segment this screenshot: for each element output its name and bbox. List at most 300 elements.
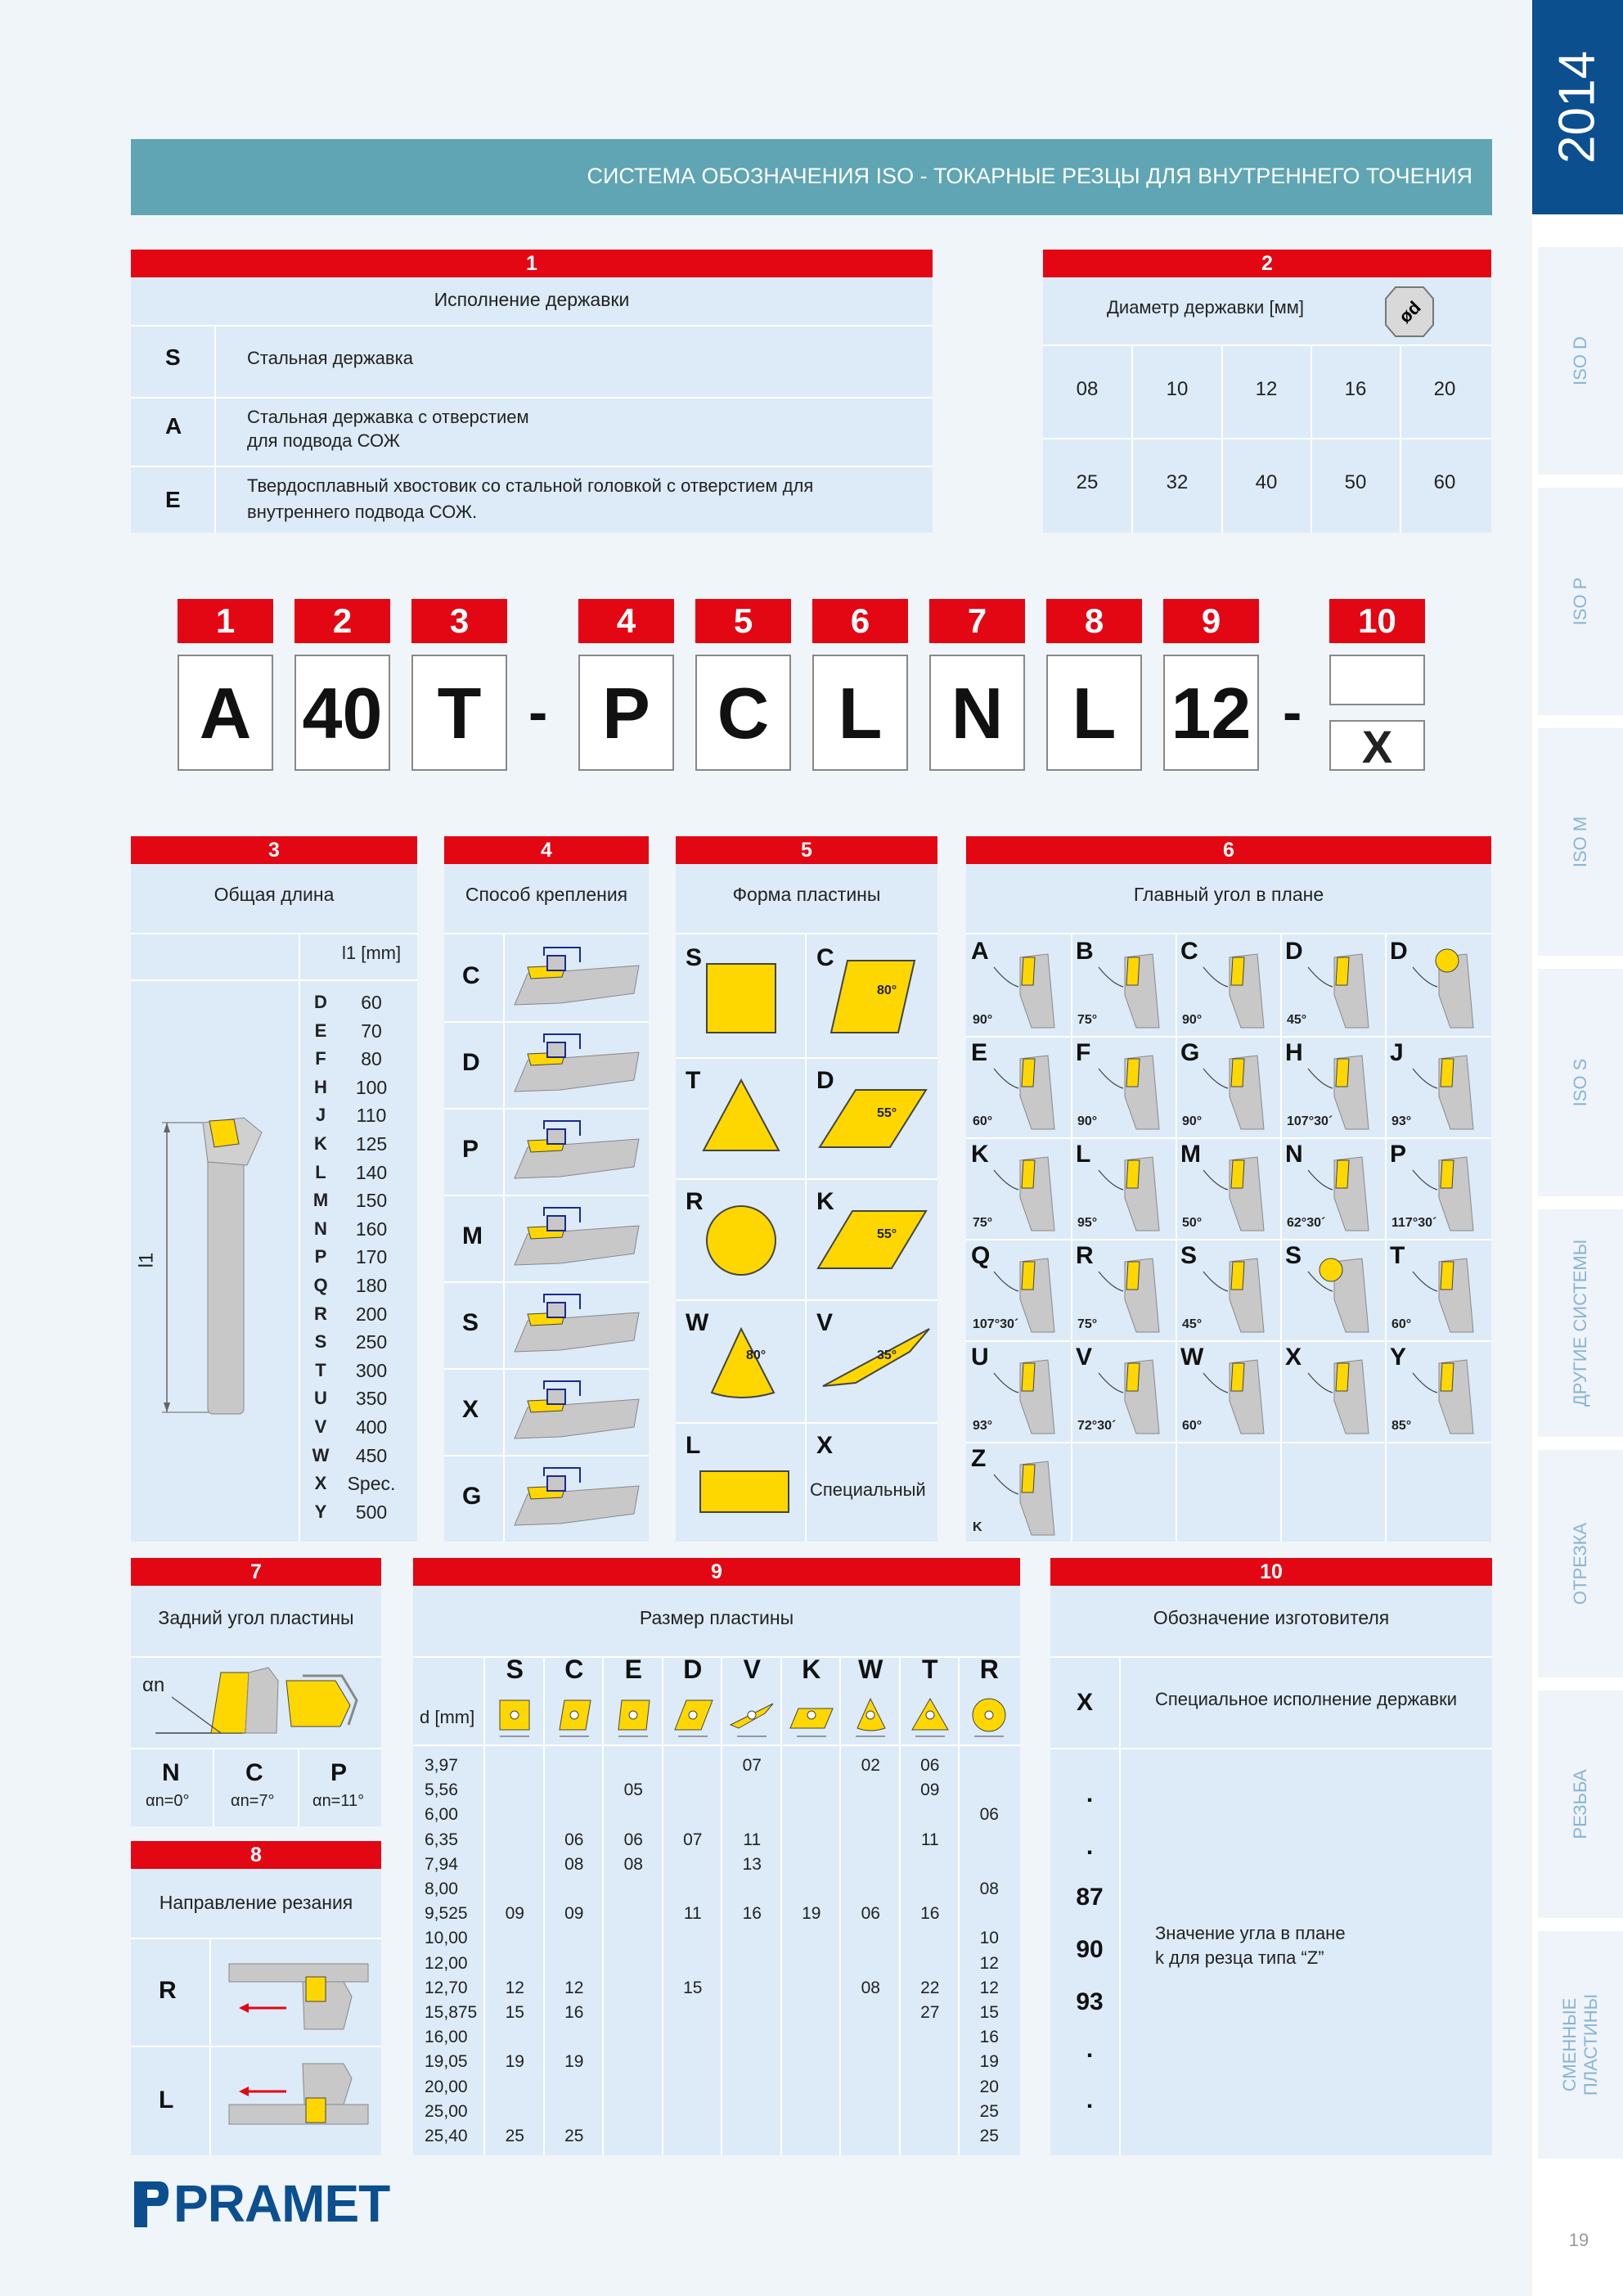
insert-type-icon [668, 1692, 717, 1741]
insert-type-icon [964, 1692, 1014, 1741]
insert-size-cell: 11 [920, 1830, 939, 1849]
insert-shape-icon [676, 1062, 807, 1177]
length-value: 500 [355, 1501, 388, 1523]
manufacturer-desc-x: Специальное исполнение державки [1155, 1689, 1458, 1709]
length-code: V [314, 1416, 327, 1437]
length-value: 140 [355, 1161, 388, 1183]
insert-size-d-value: 6,00 [425, 1805, 458, 1825]
insert-size-cell: 09 [920, 1781, 940, 1800]
insert-size-cell: 08 [623, 1854, 643, 1874]
angle-code: . [1086, 1833, 1094, 1860]
page-number: 19 [1568, 2230, 1589, 2250]
direction-left-drawing [221, 2055, 376, 2145]
insert-size-cell: 15 [979, 2003, 999, 2022]
insert-shape-code: L [686, 1432, 701, 1459]
approach-angle-code: H [1285, 1039, 1303, 1066]
length-value: 400 [355, 1416, 388, 1438]
approach-angle-drawing [969, 1445, 1068, 1542]
insert-size-d-value: 25,00 [425, 2101, 468, 2121]
divider [966, 1340, 1491, 1342]
approach-angle-code: M [1180, 1141, 1201, 1168]
insert-type-icon [609, 1692, 658, 1741]
insert-size-col-header: S [506, 1654, 524, 1684]
code-value-3: T [411, 655, 507, 771]
insert-size-col-header: E [624, 1654, 642, 1684]
code-position-1: 1 [178, 599, 273, 643]
insert-size-cell: 11 [743, 1830, 762, 1849]
code-value-8: L [1046, 655, 1142, 771]
insert-type-icon [787, 1692, 836, 1741]
code-position-3: 3 [411, 599, 507, 643]
section-8-title: Направление резания [159, 1892, 353, 1913]
insert-size-cell: 09 [564, 1904, 584, 1924]
approach-angle-drawing [1284, 1242, 1382, 1339]
insert-shape-code: S [686, 944, 703, 971]
insert-size-d-value: 19,05 [425, 2052, 468, 2072]
clamping-drawing [511, 1028, 642, 1101]
clamping-code: P [462, 1136, 479, 1163]
section-1-number: 1 [131, 250, 933, 277]
insert-size-d-value: 25,40 [425, 2127, 468, 2145]
length-value: 180 [355, 1275, 388, 1296]
insert-size-d-value: 8,00 [425, 1880, 458, 1898]
direction-code-l: L [159, 2087, 174, 2114]
code-position-10: 10 [1329, 599, 1425, 643]
insert-type-icon [490, 1692, 539, 1741]
insert-shape-icon [807, 939, 937, 1054]
insert-size-cell: 02 [861, 1756, 880, 1775]
angle-code: . [1086, 1781, 1094, 1808]
code-value-1: A [178, 655, 273, 771]
approach-angle-value: 75° [1077, 1013, 1098, 1027]
dia-value: 20 [1433, 378, 1456, 400]
approach-angle-drawing [1388, 938, 1486, 1034]
insert-size-cell: 25 [564, 2127, 584, 2145]
insert-size-cell: 13 [742, 1854, 762, 1874]
insert-size-cell: 12 [564, 1978, 584, 1997]
insert-shape-code: X [816, 1432, 834, 1459]
insert-shape-icon [807, 1183, 937, 1298]
section-3-title: Общая длина [214, 884, 335, 905]
section-9 [413, 1558, 1020, 2155]
divider [444, 1455, 649, 1456]
approach-angle-code: K [971, 1141, 989, 1168]
dia-value: 12 [1255, 378, 1278, 400]
length-value: 450 [355, 1444, 388, 1466]
tab-iso-p[interactable]: ISO P [1538, 488, 1623, 720]
divider [676, 1299, 937, 1301]
approach-angle-code: C [1180, 938, 1198, 965]
divider [444, 1195, 649, 1196]
angle-code-90: 90 [1076, 1936, 1104, 1963]
insert-shape-icon [676, 939, 807, 1054]
clearance-value-n: αn=0° [146, 1792, 190, 1810]
insert-size-cell: 27 [920, 2003, 940, 2022]
section-1-title: Исполнение державки [434, 289, 630, 310]
code-value-5: C [695, 655, 791, 771]
insert-type-icon [550, 1692, 599, 1741]
approach-angle-value: 93° [1391, 1114, 1412, 1128]
approach-angle-code: S [1285, 1242, 1302, 1269]
insert-size-cell: 07 [742, 1756, 762, 1775]
length-code: N [314, 1218, 327, 1239]
holder-desc-e: Твердосплавный хвостовик со стальной головкой с отверстием для внутреннего подвода СОЖ. [247, 475, 814, 522]
length-code: U [314, 1388, 327, 1409]
dia-value: 08 [1076, 378, 1099, 400]
approach-angle-value: 107°30´ [973, 1317, 1019, 1331]
length-value: 170 [355, 1246, 388, 1268]
insert-size-cell: 10 [979, 1929, 999, 1948]
code-position-8: 8 [1046, 599, 1142, 643]
divider [444, 1368, 649, 1370]
code-position-7: 7 [929, 599, 1025, 643]
length-code: Q [313, 1275, 328, 1295]
insert-size-cell: 07 [683, 1830, 703, 1849]
divider [1280, 934, 1282, 1542]
insert-size-d-value: 7,94 [425, 1854, 458, 1874]
clearance-code-n: N [162, 1759, 180, 1786]
dia-value: 10 [1166, 378, 1189, 400]
insert-size-cell: 19 [564, 2052, 584, 2072]
approach-angle-value: 75° [1077, 1317, 1098, 1331]
direction-code-r: R [159, 1977, 177, 2004]
divider [444, 1108, 649, 1110]
clamping-code: M [462, 1222, 483, 1249]
insert-shape-icon [807, 1062, 937, 1177]
year-label: 2014 [1549, 51, 1606, 164]
clamping-drawing [511, 941, 642, 1015]
section-4-number: 4 [444, 836, 649, 864]
diameter-icon [1382, 284, 1436, 340]
code-dash: - [1283, 680, 1302, 744]
section-3 [131, 836, 417, 1542]
section-7-number: 7 [131, 1558, 381, 1586]
insert-size-cell: 16 [564, 2003, 584, 2022]
section-10-title: Обозначение изготовителя [1153, 1607, 1390, 1628]
code-position-2: 2 [294, 599, 390, 643]
insert-size-cell: 06 [861, 1904, 880, 1924]
clamping-code: G [462, 1483, 482, 1510]
code-value-10-top [1329, 655, 1425, 705]
section-2-number: 2 [1043, 250, 1491, 277]
insert-size-cell: 09 [505, 1904, 524, 1924]
approach-angle-code: T [1390, 1242, 1405, 1269]
length-value: 60 [361, 992, 382, 1013]
holder-length-drawing [155, 1098, 278, 1425]
section-8-number: 8 [131, 1841, 381, 1869]
length-code: L [315, 1161, 326, 1182]
dia-value: 32 [1166, 471, 1189, 493]
tab-iso-m[interactable]: ISO M [1538, 728, 1623, 961]
approach-angle-code: L [1076, 1141, 1091, 1168]
insert-shape-icon [676, 1183, 807, 1298]
code-position-9: 9 [1163, 599, 1259, 643]
insert-size-d-value: 15,875 [425, 2003, 478, 2022]
insert-size-cell: 08 [979, 1880, 999, 1898]
insert-shape-angle: 80° [877, 984, 897, 997]
length-value: 160 [355, 1218, 388, 1240]
insert-size-cell: 06 [920, 1756, 940, 1775]
insert-type-icon [846, 1692, 895, 1741]
section-7-title: Задний угол пластины [158, 1607, 354, 1628]
insert-shape-angle: 35° [877, 1348, 897, 1362]
insert-size-cell: 20 [979, 2077, 999, 2096]
insert-size-cell: 25 [979, 2101, 999, 2121]
length-code: X [314, 1473, 327, 1494]
insert-size-cell: 08 [564, 1854, 584, 1874]
svg-text:ød: ød [1395, 297, 1425, 327]
divider [444, 1281, 649, 1283]
approach-angle-code: V [1076, 1344, 1093, 1371]
code-position-5: 5 [695, 599, 791, 643]
clearance-value-p: αn=11° [312, 1792, 365, 1810]
section-10 [1050, 1558, 1492, 2155]
clearance-value-c: αn=7° [231, 1792, 275, 1810]
code-position-6: 6 [812, 599, 908, 643]
clearance-code-p: P [330, 1759, 348, 1786]
divider [676, 1178, 937, 1180]
clamping-code: X [462, 1396, 479, 1423]
angle-code-87: 87 [1076, 1884, 1104, 1911]
approach-angle-value: 72°30´ [1077, 1419, 1117, 1433]
insert-size-col-header: W [858, 1654, 883, 1684]
holder-code-e: E [165, 487, 181, 512]
insert-shape-code: C [816, 944, 834, 971]
approach-angle-code: D [1285, 938, 1303, 965]
clearance-code-c: C [245, 1759, 263, 1786]
insert-size-cell: 22 [920, 1978, 940, 1997]
approach-angle-value: 60° [973, 1114, 993, 1128]
length-value: 70 [361, 1020, 382, 1042]
dia-value: 25 [1076, 471, 1099, 493]
length-value: 110 [356, 1105, 387, 1127]
insert-size-cell: 06 [623, 1830, 643, 1849]
divider [966, 1442, 1491, 1443]
approach-angle-code: N [1285, 1141, 1303, 1168]
pramet-logo-icon [131, 2178, 170, 2231]
length-value: 80 [361, 1048, 382, 1070]
insert-shape-code: V [816, 1309, 834, 1336]
approach-angle-value: K [973, 1520, 982, 1534]
manufacturer-desc-angle: Значение угла в плане k для резца типа “Z” [1155, 1923, 1346, 1968]
divider [966, 1036, 1491, 1038]
insert-shape-code: D [816, 1067, 834, 1094]
insert-shape-icon [676, 1427, 807, 1542]
approach-angle-code: S [1180, 1242, 1198, 1269]
code-dash: - [528, 680, 548, 744]
approach-angle-code: P [1390, 1141, 1407, 1168]
section-2 [1043, 250, 1491, 533]
approach-angle-value: 107°30´ [1287, 1114, 1333, 1128]
length-value: 300 [355, 1359, 388, 1381]
direction-right-drawing [221, 1947, 376, 2037]
length-value: Spec. [347, 1473, 396, 1495]
tab-parting[interactable]: ОТРЕЗКА [1538, 1450, 1623, 1682]
tab-threading[interactable]: РЕЗЬБА [1538, 1690, 1623, 1923]
insert-size-d-value: 20,00 [425, 2077, 468, 2096]
section-9-number: 9 [413, 1558, 1020, 1586]
angle-code-93: 93 [1076, 1988, 1104, 2015]
length-code: M [312, 1190, 329, 1211]
divider [444, 1021, 649, 1023]
clamping-code: D [462, 1049, 480, 1076]
insert-size-cell: 12 [979, 1978, 999, 1997]
holder-desc-a: Стальная державка с отверстием для подвода СОЖ [247, 407, 529, 451]
code-value-2: 40 [294, 655, 390, 771]
insert-size-d-value: 3,97 [425, 1756, 458, 1775]
year-tab [1532, 0, 1623, 214]
insert-size-d-label: d [mm] [420, 1707, 475, 1727]
length-value: 100 [355, 1076, 388, 1098]
holder-code-a: A [165, 413, 182, 439]
tab-inserts[interactable]: СМЕННЫЕ ПЛАСТИНЫ [1538, 1931, 1623, 2163]
approach-angle-value: 95° [1077, 1216, 1098, 1230]
insert-size-col-header: V [743, 1654, 761, 1684]
approach-angle-value: 85° [1391, 1419, 1412, 1433]
code-value-10: X [1329, 720, 1425, 771]
holder-code-s: S [165, 344, 181, 370]
brand-logo: PRAMET [173, 2174, 390, 2233]
section-2-title: Диаметр державки [мм] [1107, 297, 1304, 317]
insert-size-cell: 25 [979, 2127, 999, 2145]
approach-angle-code: W [1180, 1344, 1204, 1371]
length-value: 250 [355, 1331, 388, 1353]
section-4-title: Способ крепления [465, 884, 628, 905]
insert-size-cell: 15 [683, 1978, 703, 1997]
holder-desc-s: Стальная державка [247, 348, 413, 368]
code-position-4: 4 [578, 599, 674, 643]
insert-size-col-header: D [683, 1654, 703, 1684]
length-dimension-label: l1 [135, 1252, 158, 1268]
approach-angle-code: A [971, 938, 989, 965]
approach-angle-value: 50° [1182, 1216, 1203, 1230]
section-6 [966, 836, 1491, 1542]
clearance-angle-symbol: αn [142, 1674, 165, 1696]
tab-other-systems[interactable]: ДРУГИЕ СИСТЕМЫ [1538, 1209, 1623, 1442]
insert-shape-angle: 80° [746, 1348, 767, 1362]
length-value: 200 [355, 1303, 388, 1325]
clamping-drawing [511, 1461, 642, 1535]
section-6-number: 6 [966, 836, 1491, 864]
approach-angle-code: J [1390, 1039, 1404, 1066]
approach-angle-code: F [1076, 1039, 1091, 1066]
section-5-title: Форма пластины [732, 884, 881, 905]
dia-value: 60 [1433, 471, 1456, 493]
insert-size-col-header: T [921, 1654, 938, 1684]
section-5-number: 5 [676, 836, 937, 864]
dia-value: 40 [1255, 471, 1278, 493]
length-value: 350 [355, 1388, 388, 1410]
insert-shape-angle: 55° [877, 1106, 897, 1120]
length-code: S [314, 1331, 327, 1353]
length-value: 150 [355, 1190, 388, 1212]
length-value: 125 [355, 1133, 388, 1155]
approach-angle-value: 93° [973, 1419, 993, 1433]
approach-angle-code: Z [971, 1445, 987, 1472]
insert-size-d-value: 9,525 [425, 1904, 468, 1924]
insert-size-cell: 16 [742, 1904, 762, 1924]
length-code: T [315, 1359, 326, 1380]
approach-angle-value: 117°30´ [1391, 1216, 1437, 1230]
insert-size-cell: 05 [623, 1781, 643, 1800]
length-code: E [314, 1020, 327, 1041]
section-1 [131, 250, 933, 533]
divider [966, 1137, 1491, 1139]
approach-angle-code: D [1390, 938, 1408, 965]
insert-size-cell: 06 [564, 1830, 584, 1849]
approach-angle-code: G [1180, 1039, 1200, 1066]
insert-shape-angle: 55° [877, 1227, 897, 1241]
code-value-9: 12 [1163, 655, 1259, 771]
clearance-angle-drawing [147, 1664, 368, 1743]
section-7 [131, 1558, 381, 1826]
divider [676, 1422, 937, 1424]
clamping-drawing [511, 1201, 642, 1275]
tab-iso-d[interactable]: ISO D [1538, 247, 1623, 479]
insert-size-cell: 15 [505, 2003, 524, 2022]
approach-angle-code: E [971, 1039, 988, 1066]
insert-shape-icon [676, 1304, 807, 1419]
insert-size-d-value: 10,00 [425, 1929, 468, 1948]
angle-code: . [1086, 2087, 1094, 2114]
length-code: Y [314, 1501, 327, 1522]
approach-angle-code: B [1076, 938, 1094, 965]
length-code: D [314, 992, 327, 1012]
manufacturer-code-x: X [1077, 1689, 1094, 1716]
length-code: P [314, 1246, 327, 1267]
approach-angle-value: 90° [1077, 1114, 1098, 1128]
approach-angle-value: 75° [973, 1216, 993, 1230]
dia-value: 16 [1344, 378, 1367, 400]
divider [1385, 934, 1387, 1542]
divider [1071, 934, 1072, 1542]
clamping-code: S [462, 1309, 479, 1336]
approach-angle-value: 62°30´ [1287, 1216, 1326, 1230]
tab-iso-s[interactable]: ISO S [1538, 969, 1623, 1201]
section-9-title: Размер пластины [639, 1607, 794, 1628]
insert-shape-code: K [816, 1188, 834, 1215]
approach-angle-code: X [1285, 1344, 1302, 1371]
divider [966, 1239, 1491, 1240]
insert-size-cell: 25 [505, 2127, 524, 2145]
insert-type-icon [727, 1692, 776, 1741]
insert-size-cell: 11 [683, 1904, 702, 1924]
length-code: J [315, 1105, 326, 1126]
approach-angle-value: 45° [1287, 1013, 1307, 1027]
code-value-7: N [929, 655, 1025, 771]
insert-size-cell: 19 [802, 1904, 821, 1924]
section-6-title: Главный угол в плане [1133, 884, 1324, 905]
section-4 [444, 836, 649, 1542]
insert-shape-code: W [686, 1309, 709, 1336]
insert-shape-icon [807, 1304, 937, 1419]
section-10-number: 10 [1050, 1558, 1492, 1586]
insert-size-col-header: K [802, 1654, 821, 1684]
section-5 [676, 836, 937, 1542]
insert-size-d-value: 12,70 [425, 1978, 468, 1997]
code-value-6: L [812, 655, 908, 771]
insert-size-cell: 19 [979, 2052, 999, 2072]
approach-angle-code: Q [971, 1242, 991, 1269]
clamping-code: C [462, 962, 480, 989]
angle-code: . [1086, 2036, 1094, 2063]
approach-angle-code: U [971, 1344, 989, 1371]
approach-angle-value: 45° [1182, 1317, 1203, 1331]
insert-type-icon [906, 1692, 955, 1741]
approach-angle-value: 90° [1182, 1013, 1203, 1027]
approach-angle-value: 90° [1182, 1114, 1203, 1128]
insert-shape-code: T [686, 1067, 701, 1094]
